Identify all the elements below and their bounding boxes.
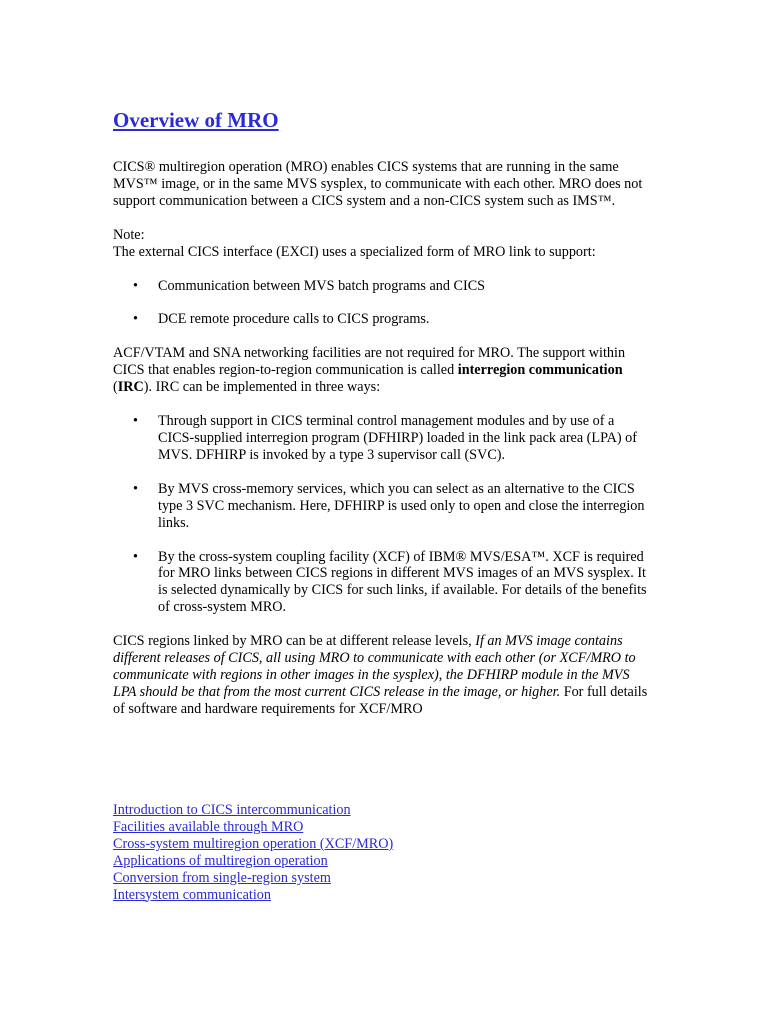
list-item-text: Communication between MVS batch programs and CICS (158, 277, 486, 294)
note-label: Note: (113, 226, 145, 243)
page-title (113, 107, 653, 133)
irc-bullet-list (113, 413, 653, 616)
list-item (113, 413, 653, 464)
irc-text-mid: ( (113, 379, 118, 396)
link-cross-system-mro[interactable]: Cross-system multiregion operation (XCF/MRO) (113, 835, 394, 852)
release-italic-text: If an MVS image contains different releases of CICS, all using MRO to communicate with each other (or XCF/MRO to communicate with regions in other images in the sysplex), the DFHIRP module in the MVS LPA should be that from the most current CICS release in the image, or higher. (113, 633, 636, 700)
list-item (113, 549, 653, 617)
list-item (113, 481, 653, 532)
related-links (113, 802, 393, 903)
release-paragraph (113, 633, 653, 718)
bullet-icon: • (133, 311, 138, 328)
irc-text-before: ACF/VTAM and SNA networking facilities are not required for MRO. The support within CICS that enables region-to-region communication is called (113, 345, 626, 379)
exci-bullet-list (113, 278, 653, 329)
release-text-before: CICS regions linked by MRO can be at different release levels, (113, 633, 476, 650)
list-item-text: DCE remote procedure calls to CICS programs. (158, 311, 430, 328)
intro-paragraph: CICS® multiregion operation (MRO) enables CICS systems that are running in the same MVS™ image, or in the same MVS sysplex, to communicate with each other. MRO does not support communication between a CICS system and a non-CICS system such as IMS™. (113, 159, 643, 209)
irc-term: interregion communication (457, 362, 623, 379)
irc-paragraph (113, 345, 653, 396)
list-item-text: By MVS cross-memory services, which you can select as an alternative to the CICS type 3 SVC mechanism. Here, DFHIRP is used only to open and close the interregion links. (158, 480, 645, 531)
irc-text-after: ). IRC can be implemented in three ways: (143, 379, 381, 396)
link-applications-mro[interactable]: Applications of multiregion operation (113, 852, 328, 869)
bullet-icon: • (133, 413, 138, 430)
note-text: The external CICS interface (EXCI) uses a specialized form of MRO link to support: (113, 243, 596, 260)
list-item-text: By the cross-system coupling facility (XCF) of IBM® MVS/ESA™. XCF is required for MRO links between CICS regions in different MVS images of an MVS sysplex. It is selected dynamically by CICS for such links, if available. For details of the benefits of cross-system MRO. (158, 548, 647, 616)
release-text-after: For full details of software and hardware requirements for XCF/MRO (113, 683, 648, 717)
list-item (113, 311, 653, 328)
title-link[interactable]: Overview of MRO (113, 108, 279, 132)
list-item (113, 278, 653, 295)
link-intersystem-communication[interactable]: Intersystem communication (113, 886, 271, 903)
link-intro-intercommunication[interactable]: Introduction to CICS intercommunication (113, 802, 351, 818)
bullet-icon: • (133, 480, 138, 497)
bullet-icon: • (133, 548, 138, 565)
bullet-icon: • (133, 277, 138, 294)
link-conversion-single-region[interactable]: Conversion from single-region system (113, 869, 331, 886)
list-item-text: Through support in CICS terminal control management modules and by use of a CICS-supplied interregion program (DFHIRP) loaded in the link pack area (LPA) of MVS. DFHIRP is invoked by a type 3 supervisor call (SVC). (158, 413, 637, 463)
irc-abbrev: IRC (117, 379, 144, 396)
link-facilities-mro[interactable]: Facilities available through MRO (113, 818, 304, 835)
document-body (113, 107, 653, 735)
